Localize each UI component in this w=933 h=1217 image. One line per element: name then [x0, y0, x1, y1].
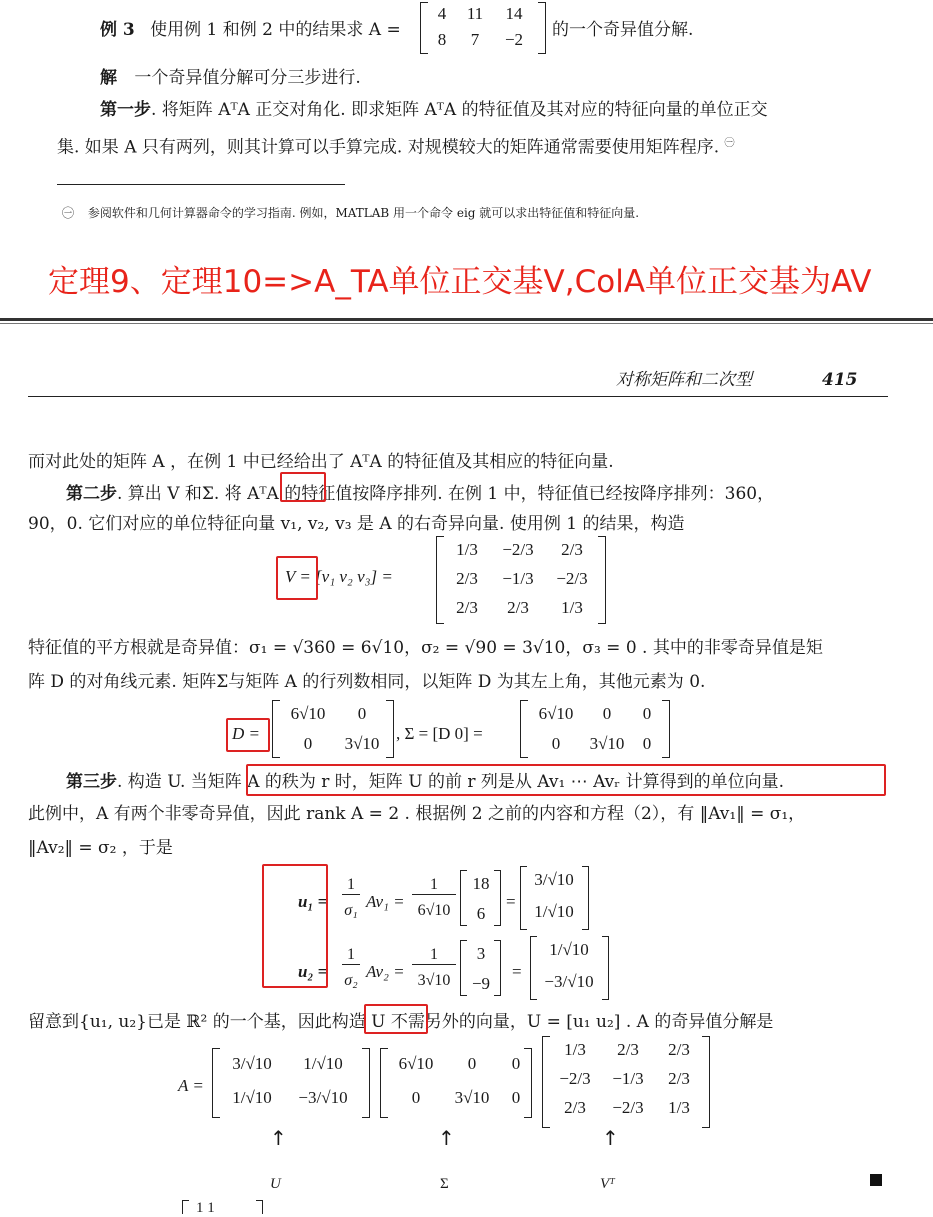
V-matrix-right-bracket	[598, 536, 606, 624]
u2-lhs: u₂ =	[298, 962, 328, 981]
arrow-up-icon: ↑	[602, 1126, 619, 1150]
annotation-box-D	[226, 718, 270, 752]
footnote-rule	[57, 184, 345, 185]
paragraph-3-line-2: 阵 D 的对角线元素. 矩阵Σ与矩阵 A 的行列数相同，以矩阵 D 为其左上角，其他元素为 0.	[28, 672, 706, 692]
u2-frac2-num: 1	[412, 946, 456, 965]
label-U: U	[270, 1176, 281, 1192]
example-label: 例 3	[100, 20, 135, 40]
step3-label: 第三步	[66, 772, 117, 792]
handwritten-annotation: 定理9、定理10=>A_TA单位正交基V,ColA单位正交基为AV	[48, 264, 872, 300]
solution-text: 一个奇异值分解可分三步进行.	[134, 68, 361, 88]
u1-vec-right-bracket	[494, 870, 501, 926]
svd-VT-left-bracket	[542, 1036, 550, 1128]
step3-line-3: ‖Av₂‖ = σ₂ ，于是	[28, 838, 173, 858]
step1-text-1: . 将矩阵 AᵀA 正交对角化. 即求矩阵 AᵀA 的特征值及其对应的特征向量的单位正交	[151, 100, 768, 120]
label-VT: Vᵀ	[600, 1176, 615, 1192]
label-Sigma: Σ	[440, 1176, 449, 1192]
V-matrix: 1/3 −2/3 2/3 2/3 −1/3 −2/3 2/3 2/3 1/3	[456, 540, 588, 617]
step1-text-2: 集. 如果 A 只有两列，则其计算可以手算完成. 对规模较大的矩阵通常需要使用矩阵程序.	[57, 137, 720, 158]
D-lhs: D =	[232, 724, 260, 743]
page-number: 415	[822, 370, 858, 390]
step2-label: 第二步	[66, 484, 117, 504]
footnote-mark: ㊀	[62, 206, 75, 220]
paragraph-5: 留意到{u₁, u₂}已是 ℝ² 的一个基，因此构造 U 不需另外的向量，U = [u₁ u₂] . A 的奇异值分解是	[28, 1012, 774, 1032]
example-matrix: 4 11 14 8 7 −2	[437, 4, 524, 49]
svd-VT-right-bracket	[702, 1036, 710, 1128]
arrow-up-icon: ↑	[438, 1126, 455, 1150]
step3-text-1: . 构造 U. 当矩阵 A 的秩为 r 时，矩阵 U 的前 r 列是从 Av₁ ⋯ Avᵣ 计算得到的单位向量.	[117, 772, 784, 792]
page-separator	[0, 318, 933, 321]
step1-line-1	[100, 100, 768, 120]
u1-frac2-num: 1	[412, 876, 456, 895]
solution-label: 解	[100, 68, 117, 88]
arrow-up-icon: ↑	[270, 1126, 287, 1150]
header-rule	[28, 396, 888, 397]
V-matrix-left-bracket	[436, 536, 444, 624]
u1-res-right-bracket	[582, 866, 589, 930]
svd-Sigma-left-bracket	[380, 1048, 388, 1118]
Sigma-matrix: 6√10 0 0 0 3√10 0	[538, 704, 652, 753]
u2-frac2-den: 3√10	[417, 972, 451, 989]
end-of-proof-square	[870, 1174, 882, 1186]
example-matrix-right-bracket	[538, 2, 546, 54]
u1-mid: Av₁ =	[366, 892, 405, 911]
example-3-line	[100, 20, 401, 40]
u2-frac1-den: σ₂	[344, 972, 358, 989]
svd-Sigma-right-bracket	[524, 1048, 532, 1118]
running-header-chapter: 对称矩阵和二次型	[616, 370, 752, 390]
svd-lhs: A =	[178, 1076, 204, 1095]
u2-mid: Av₂ =	[366, 962, 405, 981]
step2-line-2: 90，0. 它们对应的单位特征向量 v₁, v₂, v₃ 是 A 的右奇异向量. 使用例 1 的结果，构造	[28, 514, 685, 534]
page-separator-thin	[0, 323, 933, 324]
D-matrix-left-bracket	[272, 700, 280, 758]
svd-U-left-bracket	[212, 1048, 220, 1118]
u2-frac1-num: 1	[342, 946, 360, 965]
step1-label: 第一步	[100, 100, 151, 120]
D-matrix-right-bracket	[386, 700, 394, 758]
annotation-box-ATA	[280, 472, 326, 502]
u1-frac1-num: 1	[342, 876, 360, 895]
solution-line	[100, 68, 361, 88]
example-text-after: 的一个奇异值分解.	[552, 20, 694, 40]
u2-vec-right-bracket	[494, 940, 501, 996]
svd-Sigma-matrix: 6√10 0 0 0 3√10 0	[398, 1054, 521, 1107]
D-matrix: 6√10 0 0 3√10	[290, 704, 380, 753]
u2-vector: 3 −9	[471, 944, 491, 993]
u1-frac1-den: σ₁	[344, 902, 358, 919]
u2-result: 1/√10 −3/√10	[544, 940, 594, 991]
u1-frac2-den: 6√10	[417, 902, 451, 919]
u1-lhs: u₁ =	[298, 892, 328, 911]
Sigma-matrix-left-bracket	[520, 700, 528, 758]
Sigma-lhs: , Σ = [D 0] =	[396, 724, 483, 743]
Sigma-matrix-right-bracket	[662, 700, 670, 758]
svd-U-matrix: 3/√10 1/√10 1/√10 −3/√10	[232, 1054, 348, 1107]
step3-line-2: 此例中，A 有两个非零奇异值，因此 rank A = 2 . 根据例 2 之前的内容和方程（2），有 ‖Av₁‖ = σ₁，	[28, 804, 806, 824]
annotation-box-V	[276, 556, 318, 600]
example-matrix-left-bracket	[420, 2, 428, 54]
step2-text-1: . 算出 V 和Σ. 将 AᵀA 的特征值按降序排列. 在例 1 中，特征值已经按降序排列：360，	[117, 484, 775, 504]
u1-equals: =	[506, 892, 516, 911]
step1-line-2	[57, 134, 735, 158]
footnote-text: 参阅软件和几何计算器命令的学习指南. 例如，MATLAB 用一个命令 eig 就可以求出特征值和特征向量.	[87, 206, 640, 220]
u2-res-right-bracket	[602, 936, 609, 1000]
svd-U-right-bracket	[362, 1048, 370, 1118]
u1-vector: 18 6	[472, 874, 490, 923]
u2-equals: =	[512, 962, 522, 981]
annotation-box-construct-U	[364, 1004, 428, 1034]
example-text-before: 使用例 1 和例 2 中的结果求 A =	[150, 20, 401, 40]
footnote	[62, 204, 639, 221]
annotation-box-u1-u2	[262, 864, 328, 988]
bottom-fragment: 1 1	[196, 1200, 215, 1216]
u1-result: 3/√10 1/√10	[534, 870, 574, 921]
annotation-box-step3	[246, 764, 886, 796]
V-definition-lhs: V = [v₁ v₂ v₃] =	[285, 567, 393, 586]
paragraph-3-line-1: 特征值的平方根就是奇异值：σ₁ = √360 = 6√10，σ₂ = √90 = 3√10，σ₃ = 0 . 其中的非零奇异值是矩	[28, 638, 823, 658]
footnote-marker: ㊀	[724, 138, 735, 149]
paragraph-1: 而对此处的矩阵 A ，在例 1 中已经给出了 AᵀA 的特征值及其相应的特征向量.	[28, 452, 614, 472]
step2-line-1	[66, 484, 774, 504]
svd-VT-matrix: 1/3 2/3 2/3 −2/3 −1/3 2/3 2/3 −2/3 1/3	[559, 1040, 690, 1117]
